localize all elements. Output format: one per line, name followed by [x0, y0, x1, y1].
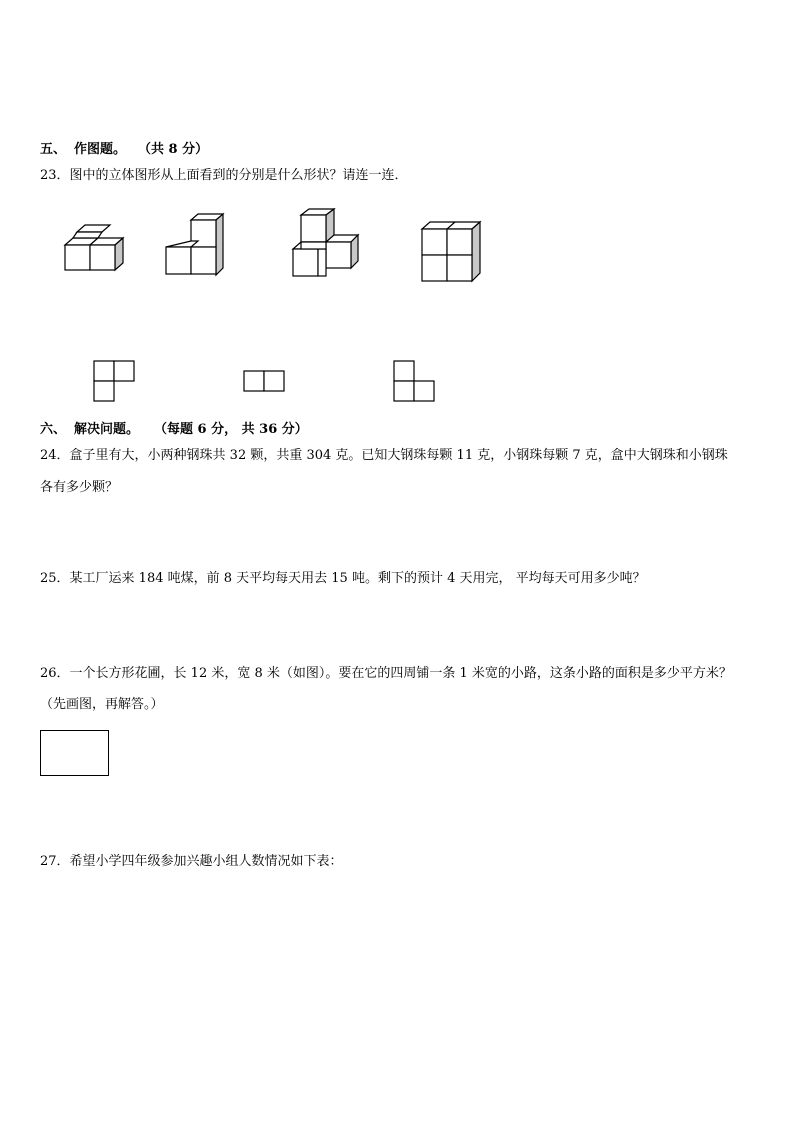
top-view-shape-1: [93, 360, 138, 405]
solid-figure-3: [290, 206, 370, 286]
question-23-text: 23．图中的立体图形从上面看到的分别是什么形状？请连一连．: [40, 168, 408, 183]
question-26-line2: （先画图，再解答。）: [40, 697, 164, 712]
question-25-text: 25．某工厂运来 184 吨煤，前 8 天平均每天用去 15 吨。剩下的预计 4 天用完， 平均每天可用多少吨？: [40, 571, 646, 586]
question-24-line1: 24．盒子里有大，小两种钢珠共 32 颗，共重 304 克。已知大钢珠每颗 11 克，小钢珠每颗 7 克，盒中大钢珠和小钢珠: [40, 448, 728, 463]
section5-score: （共 8 分）: [138, 142, 209, 157]
top-view-shape-3: [393, 360, 438, 405]
solid-figure-1: [60, 225, 130, 275]
question-24-line2: 各有多少颗？: [40, 480, 119, 495]
section6-score: （每题 6 分， 共 36 分）: [154, 422, 308, 437]
section6-title: 解决问题。: [74, 422, 140, 437]
question-26-line1: 26．一个长方形花圃，长 12 米，宽 8 米（如图）。要在它的四周铺一条 1 米宽的小路，这条小路的面积是多少平方米？: [40, 666, 732, 681]
top-view-shape-2: [243, 370, 288, 395]
section5-number: 五、: [40, 142, 67, 157]
garden-rectangle: [40, 730, 109, 776]
section5-title: 作图题。: [74, 142, 127, 157]
solid-figure-4: [418, 220, 488, 285]
section6-number: 六、: [40, 422, 67, 437]
solid-figure-2: [163, 212, 233, 282]
question-27-text: 27．希望小学四年级参加兴趣小组人数情况如下表：: [40, 854, 343, 869]
